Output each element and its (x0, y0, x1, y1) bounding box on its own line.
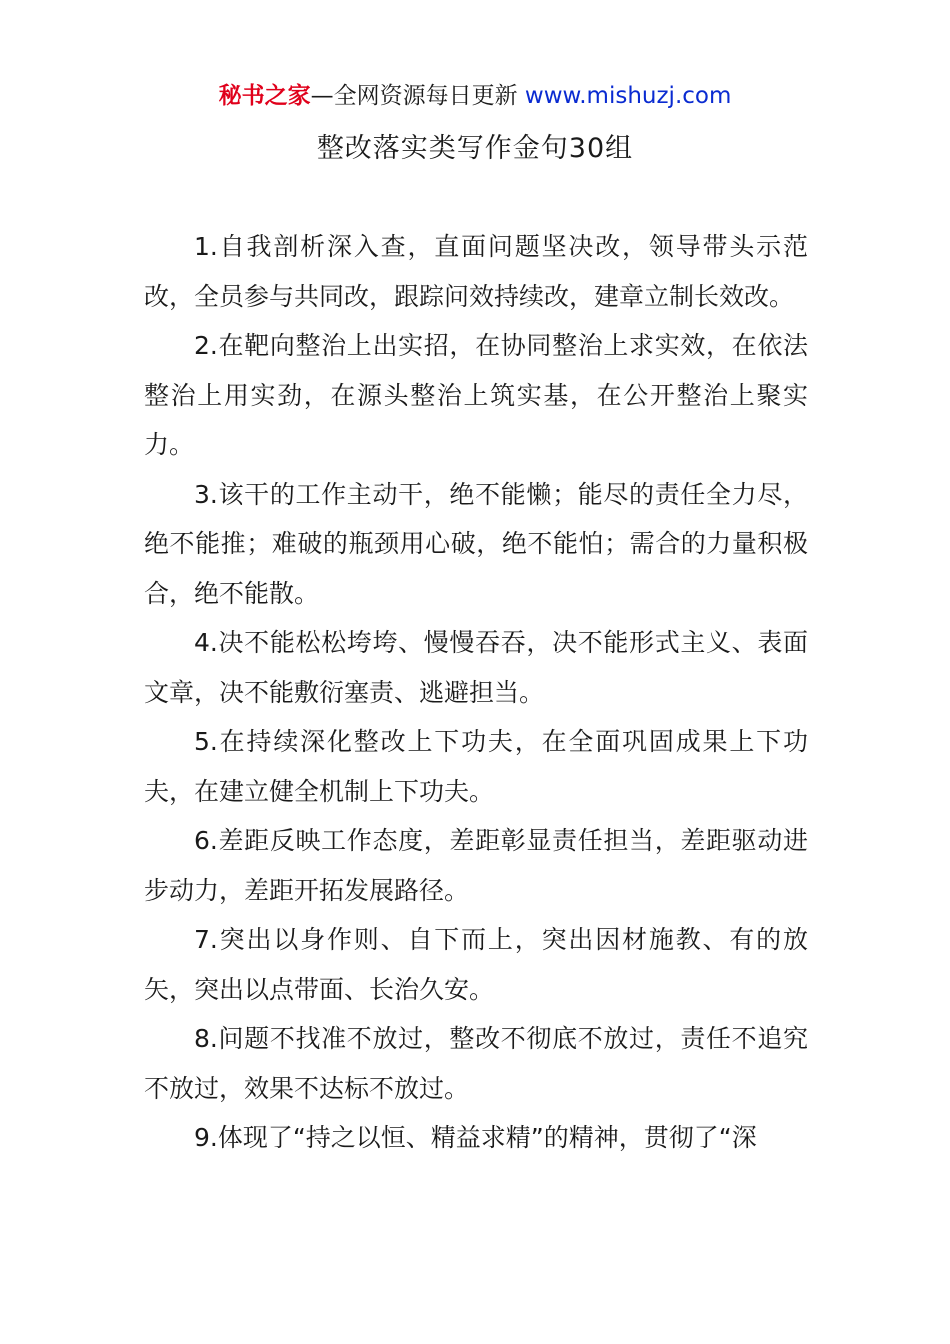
paragraph-7: 7.突出以身作则、自下而上，突出因材施教、有的放矢，突出以点带面、长治久安。 (144, 925, 808, 1004)
paragraph-3: 3.该干的工作主动干，绝不能懒；能尽的责任全力尽，绝不能推；难破的瓶颈用心破，绝不能怕；需合的力量积极合，绝不能散。 (144, 479, 808, 608)
site-header (0, 80, 950, 112)
paragraph-4: 4.决不能松松垮垮、慢慢吞吞，决不能形式主义、表面文章，决不能敷衍塞责、逃避担当。 (144, 628, 808, 707)
paragraph-6: 6.差距反映工作态度，差距彰显责任担当，差距驱动进步动力，差距开拓发展路径。 (144, 826, 808, 905)
paragraph-8: 8.问题不找准不放过，整改不彻底不放过，责任不追究不放过，效果不达标不放过。 (144, 1024, 808, 1103)
site-name: 秘书之家 (218, 83, 311, 109)
site-url-link[interactable]: www.mishuzj.com (524, 83, 732, 109)
site-tagline: —全网资源每日更新 (310, 83, 518, 109)
paragraph-9: 9.体现了“持之以恒、精益求精”的精神，贯彻了“深 (194, 1123, 757, 1152)
paragraph-1: 1.自我剖析深入查，直面问题坚决改，领导带头示范改，全员参与共同改，跟踪问效持续改，建章立制长效改。 (144, 232, 808, 311)
document-body (144, 222, 808, 1163)
paragraph-5: 5.在持续深化整改上下功夫，在全面巩固成果上下功夫，在建立健全机制上下功夫。 (144, 727, 808, 806)
paragraph-2: 2.在靶向整治上出实招，在协同整治上求实效，在依法整治上用实劲，在源头整治上筑实基，在公开整治上聚实力。 (144, 331, 808, 459)
document-title: 整改落实类写作金句30组 (316, 133, 634, 164)
